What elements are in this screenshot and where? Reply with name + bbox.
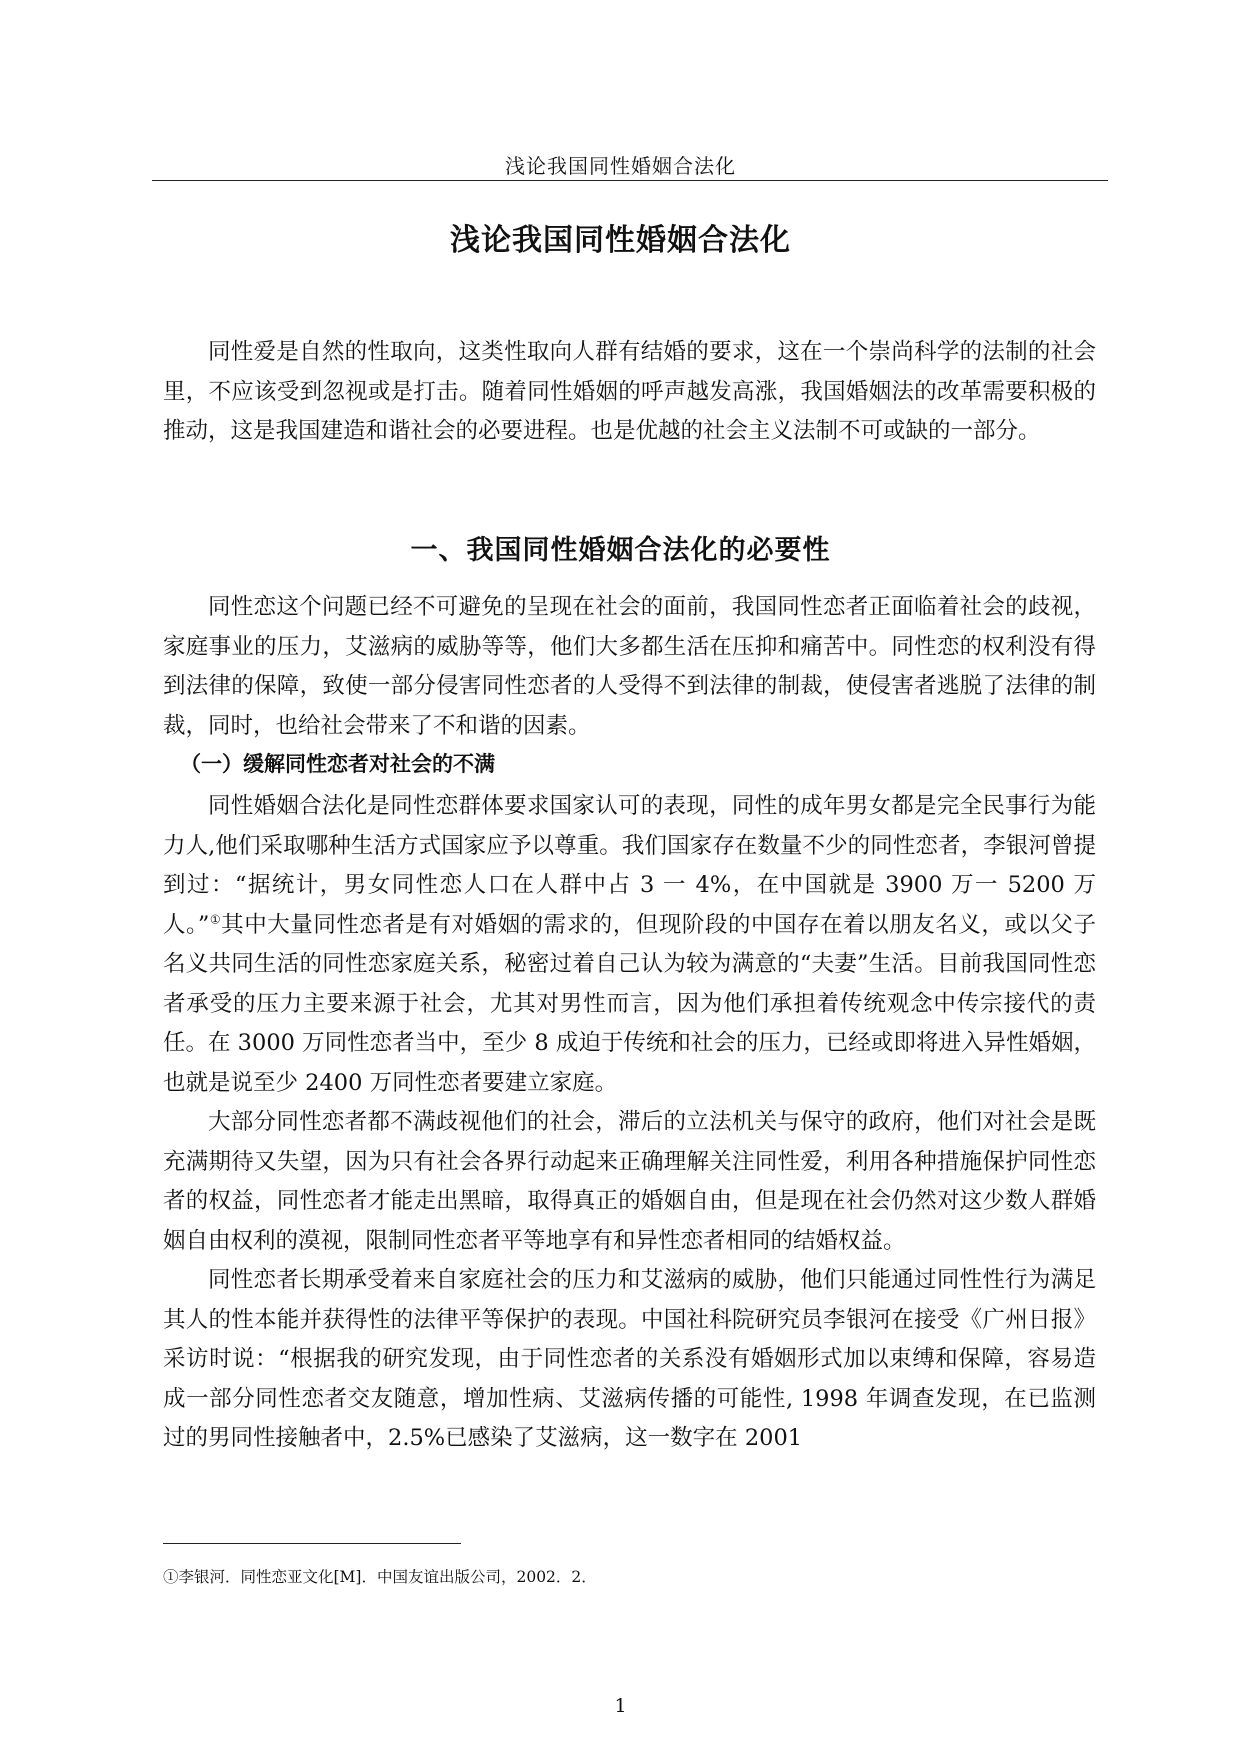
intro-paragraph: 同性爱是自然的性取向，这类性取向人群有结婚的要求，这在一个崇尚科学的法制的社会里，不应该受到忽视或是打击。随着同性婚姻的呼声越发高涨，我国婚姻法的改革需要积极的推动，这是我国建造和谐社会的必要进程。也是优越的社会主义法制不可或缺的一部分。 <box>163 339 1096 444</box>
footnote-reference[interactable]: ① <box>209 912 222 926</box>
intro-section <box>163 333 1096 452</box>
section-intro-paragraph: 同性恋这个问题已经不可避免的呈现在社会的面前，我国同性恋者正面临着社会的歧视，家庭事业的压力，艾滋病的威胁等等，他们大多都生活在压抑和痛苦中。同性恋的权利没有得到法律的保障，致使一部分侵害同性恋者的人受得不到法律的制裁，使侵害者逃脱了法律的制裁，同时，也给社会带来了不和谐的因素。 <box>163 594 1096 739</box>
footnote: ①李银河．同性恋亚文化[M]．中国友谊出版公司，2002．2． <box>163 1568 597 1586</box>
document-title: 浅论我国同性婚姻合法化 <box>450 223 791 258</box>
header-rule <box>152 180 1108 181</box>
footnote-separator <box>163 1543 461 1544</box>
paragraph-text: 其中大量同性恋者是有对婚姻的需求的，但现阶段的中国存在着以朋友名义，或以父子名义共同生活的同性恋家庭关系，秘密过着自己认为较为满意的“夫妻”生活。目前我国同性恋者承受的压力主要来源于社会，尤其对男性而言，因为他们承担着传统观念中传宗接代的责任。在 3000 万同性恋者当中，至少 8 成迫于传统和社会的压力，已经或即将进入异性婚姻，也就是说至少 2400 万同性恋者要建立家庭。 <box>163 911 1096 1096</box>
section-intro <box>163 588 1096 746</box>
body-paragraph <box>163 787 1096 1103</box>
running-header: 浅论我国同性婚姻合法化 <box>505 154 736 178</box>
section-heading: 一、我国同性婚姻合法化的必要性 <box>410 535 831 566</box>
body-paragraph: 同性恋者长期承受着来自家庭社会的压力和艾滋病的威胁，他们只能通过同性性行为满足其人的性本能并获得性的法律平等保护的表现。中国社科院研究员李银河在接受《广州日报》采访时说：“根据我的研究发现，由于同性恋者的关系没有婚姻形式加以束缚和保障，容易造成一部分同性恋者交友随意，增加性病、艾滋病传播的可能性, 1998 年调查发现，在已监测过的男同性接触者中，2.5%已感染了艾滋病，这一数字在 2001 <box>163 1267 1096 1451</box>
page-number: 1 <box>614 1695 627 1717</box>
body-paragraph: 大部分同性恋者都不满歧视他们的社会，滞后的立法机关与保守的政府，他们对社会是既充满期待又失望，因为只有社会各界行动起来正确理解关注同性爱，利用各种措施保护同性恋者的权益，同性恋者才能走出黑暗，取得真正的婚姻自由，但是现在社会仍然对这少数人群婚姻自由权利的漠视，限制同性恋者平等地享有和异性恋者相同的结婚权益。 <box>163 1109 1096 1254</box>
subsection-body <box>163 787 1096 1459</box>
paragraph-text: 同性婚姻合法化是同性恋群体要求国家认可的表现，同性的成年男女都是完全民事行为能力人,他们采取哪种生活方式国家应予以尊重。我们国家存在数量不少的同性恋者，李银河曾提到过：“据统计，男女同性恋人口在人群中占 3 一 4%，在中国就是 3900 万一 5200 万人。” <box>163 793 1096 938</box>
subsection-heading: （一）缓解同性恋者对社会的不满 <box>180 752 495 776</box>
